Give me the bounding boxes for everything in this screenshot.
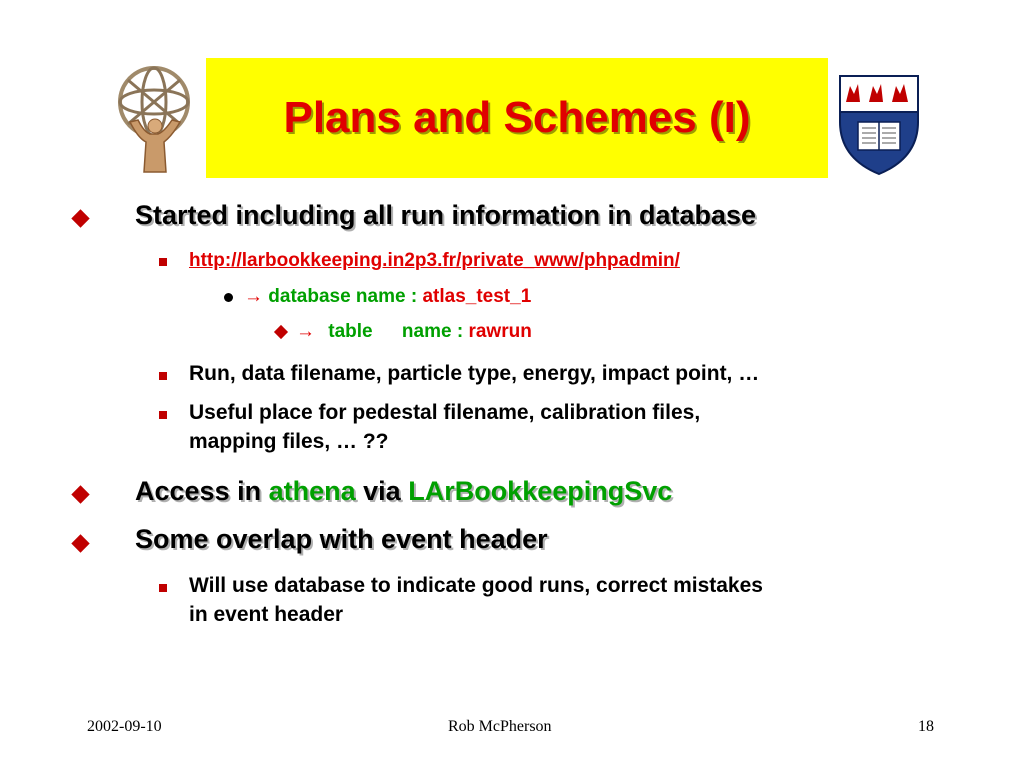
bullet-access-in bbox=[135, 476, 672, 507]
footer-date: 2002-09-10 bbox=[87, 718, 162, 735]
lar-bookkeeping-svc-text: LArBookkeepingSvc bbox=[408, 476, 673, 506]
database-name-label: database name : bbox=[268, 286, 418, 307]
access-in-text: Access in bbox=[135, 476, 262, 506]
database-name-value: atlas_test_1 bbox=[422, 286, 532, 307]
table-label: table bbox=[328, 321, 373, 342]
via-text: via bbox=[363, 476, 401, 506]
footer-page-number: 18 bbox=[918, 718, 934, 735]
table-name-value: rawrun bbox=[468, 321, 532, 342]
diamond-bullet-icon bbox=[71, 209, 89, 227]
square-bullet-icon-4 bbox=[159, 584, 167, 592]
slide-title: Plans and Schemes (I) bbox=[283, 93, 751, 142]
atlas-logo-icon bbox=[108, 62, 196, 174]
arrow-icon: → bbox=[244, 286, 263, 307]
phpadmin-link[interactable] bbox=[189, 250, 680, 272]
diamond-bullet-small-icon bbox=[274, 325, 288, 339]
useful-place-line-2: mapping files, … ?? bbox=[189, 430, 389, 453]
square-bullet-icon-3 bbox=[159, 411, 167, 419]
title-box bbox=[206, 58, 828, 178]
university-crest-icon bbox=[836, 72, 922, 176]
dot-bullet-icon bbox=[224, 293, 233, 302]
bullet-started-including: Started including all run information in database bbox=[135, 200, 757, 230]
bullet-some-overlap: Some overlap with event header bbox=[135, 524, 548, 554]
useful-place-line-1: Useful place for pedestal filename, calibration files, bbox=[189, 401, 701, 424]
square-bullet-icon-2 bbox=[159, 372, 167, 380]
diamond-bullet-icon-2 bbox=[71, 485, 89, 503]
athena-text: athena bbox=[268, 476, 356, 506]
run-data-line: Run, data filename, particle type, energy, impact point, … bbox=[189, 362, 760, 385]
table-name-line bbox=[296, 321, 532, 343]
will-use-line-1: Will use database to indicate good runs, correct mistakes bbox=[189, 574, 763, 597]
table-name-label: name : bbox=[401, 321, 464, 342]
database-name-line bbox=[244, 286, 531, 308]
footer-author: Rob McPherson bbox=[448, 718, 552, 735]
square-bullet-icon bbox=[159, 258, 167, 266]
diamond-bullet-icon-3 bbox=[71, 534, 89, 552]
arrow-icon-2: → bbox=[296, 321, 315, 342]
phpadmin-link-text[interactable]: http://larbookkeeping.in2p3.fr/private_www/phpadmin/ bbox=[189, 250, 680, 271]
will-use-line-2: in event header bbox=[189, 603, 344, 626]
